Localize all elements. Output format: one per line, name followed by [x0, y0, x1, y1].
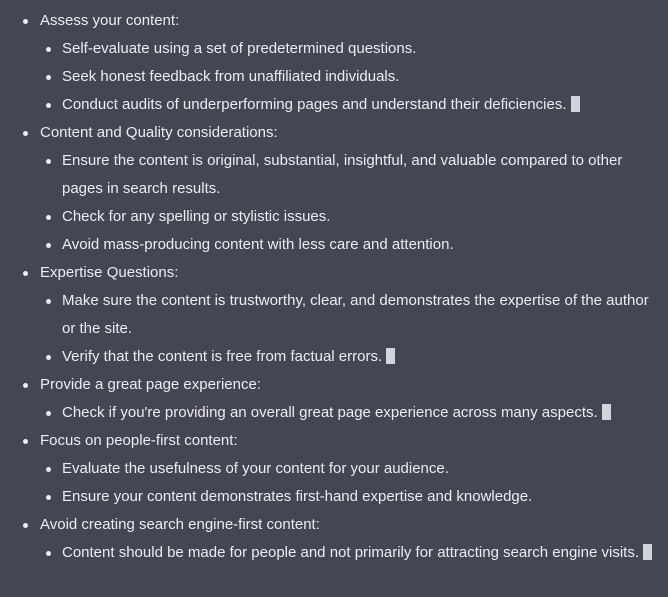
section-heading: Expertise Questions: — [40, 264, 179, 281]
bullet-icon — [23, 19, 28, 24]
sub-list — [40, 147, 668, 259]
list-item — [40, 399, 668, 427]
bullet-icon — [46, 159, 51, 164]
bullet-icon — [46, 215, 51, 220]
list-item — [40, 147, 668, 203]
bullet-icon — [46, 551, 51, 556]
section-item — [0, 371, 668, 427]
list-item-text: Check for any spelling or stylistic issues. — [62, 208, 331, 225]
list-item — [40, 91, 668, 119]
bullet-icon — [46, 411, 51, 416]
section-heading: Provide a great page experience: — [40, 376, 261, 393]
list-item-text: Ensure your content demonstrates first-hand expertise and knowledge. — [62, 488, 533, 505]
section-item — [0, 427, 668, 511]
list-item-text: Content should be made for people and not primarily for attracting search engine visits. — [62, 544, 639, 561]
sub-list — [40, 287, 668, 371]
cursor-block-icon — [643, 544, 652, 560]
list-item — [40, 63, 668, 91]
list-item — [40, 287, 668, 343]
list-item-text: Conduct audits of underperforming pages and understand their deficiencies. — [62, 96, 567, 113]
list-item — [40, 455, 668, 483]
list-item — [40, 35, 668, 63]
cursor-block-icon — [602, 404, 611, 420]
list-item — [40, 539, 668, 567]
bullet-icon — [46, 47, 51, 52]
section-heading: Content and Quality considerations: — [40, 124, 278, 141]
section-heading: Avoid creating search engine-first content: — [40, 516, 320, 533]
section-item — [0, 259, 668, 371]
section-item — [0, 7, 668, 119]
sub-list — [40, 539, 668, 567]
list-item-text: Avoid mass-producing content with less care and attention. — [62, 236, 454, 253]
list-item-text: Check if you're providing an overall great page experience across many aspects. — [62, 404, 598, 421]
section-heading: Assess your content: — [40, 12, 180, 29]
sub-list — [40, 399, 668, 427]
list-item-text: Ensure the content is original, substantial, insightful, and valuable compared to other pages in search results. — [62, 152, 623, 197]
list-item-text: Seek honest feedback from unaffiliated individuals. — [62, 68, 400, 85]
bullet-icon — [23, 523, 28, 528]
cursor-block-icon — [386, 348, 395, 364]
sub-list — [40, 455, 668, 511]
list-item-text: Evaluate the usefulness of your content for your audience. — [62, 460, 449, 477]
cursor-block-icon — [571, 96, 580, 112]
bullet-icon — [23, 439, 28, 444]
list-item — [40, 483, 668, 511]
bullet-icon — [23, 383, 28, 388]
list-item — [40, 343, 668, 371]
list-item — [40, 203, 668, 231]
list-item-text: Self-evaluate using a set of predetermined questions. — [62, 40, 417, 57]
list-item-text: Verify that the content is free from factual errors. — [62, 348, 383, 365]
list-item-text: Make sure the content is trustworthy, clear, and demonstrates the expertise of the author or the site. — [62, 292, 649, 337]
bullet-icon — [46, 243, 51, 248]
bullet-icon — [46, 75, 51, 80]
bullet-icon — [46, 103, 51, 108]
bullet-icon — [46, 467, 51, 472]
bullet-icon — [46, 299, 51, 304]
section-item — [0, 511, 668, 567]
bullet-icon — [23, 131, 28, 136]
list-item — [40, 231, 668, 259]
bullet-icon — [23, 271, 28, 276]
section-heading: Focus on people-first content: — [40, 432, 238, 449]
sub-list — [40, 35, 668, 119]
section-item — [0, 119, 668, 259]
bullet-icon — [46, 495, 51, 500]
bullet-icon — [46, 355, 51, 360]
